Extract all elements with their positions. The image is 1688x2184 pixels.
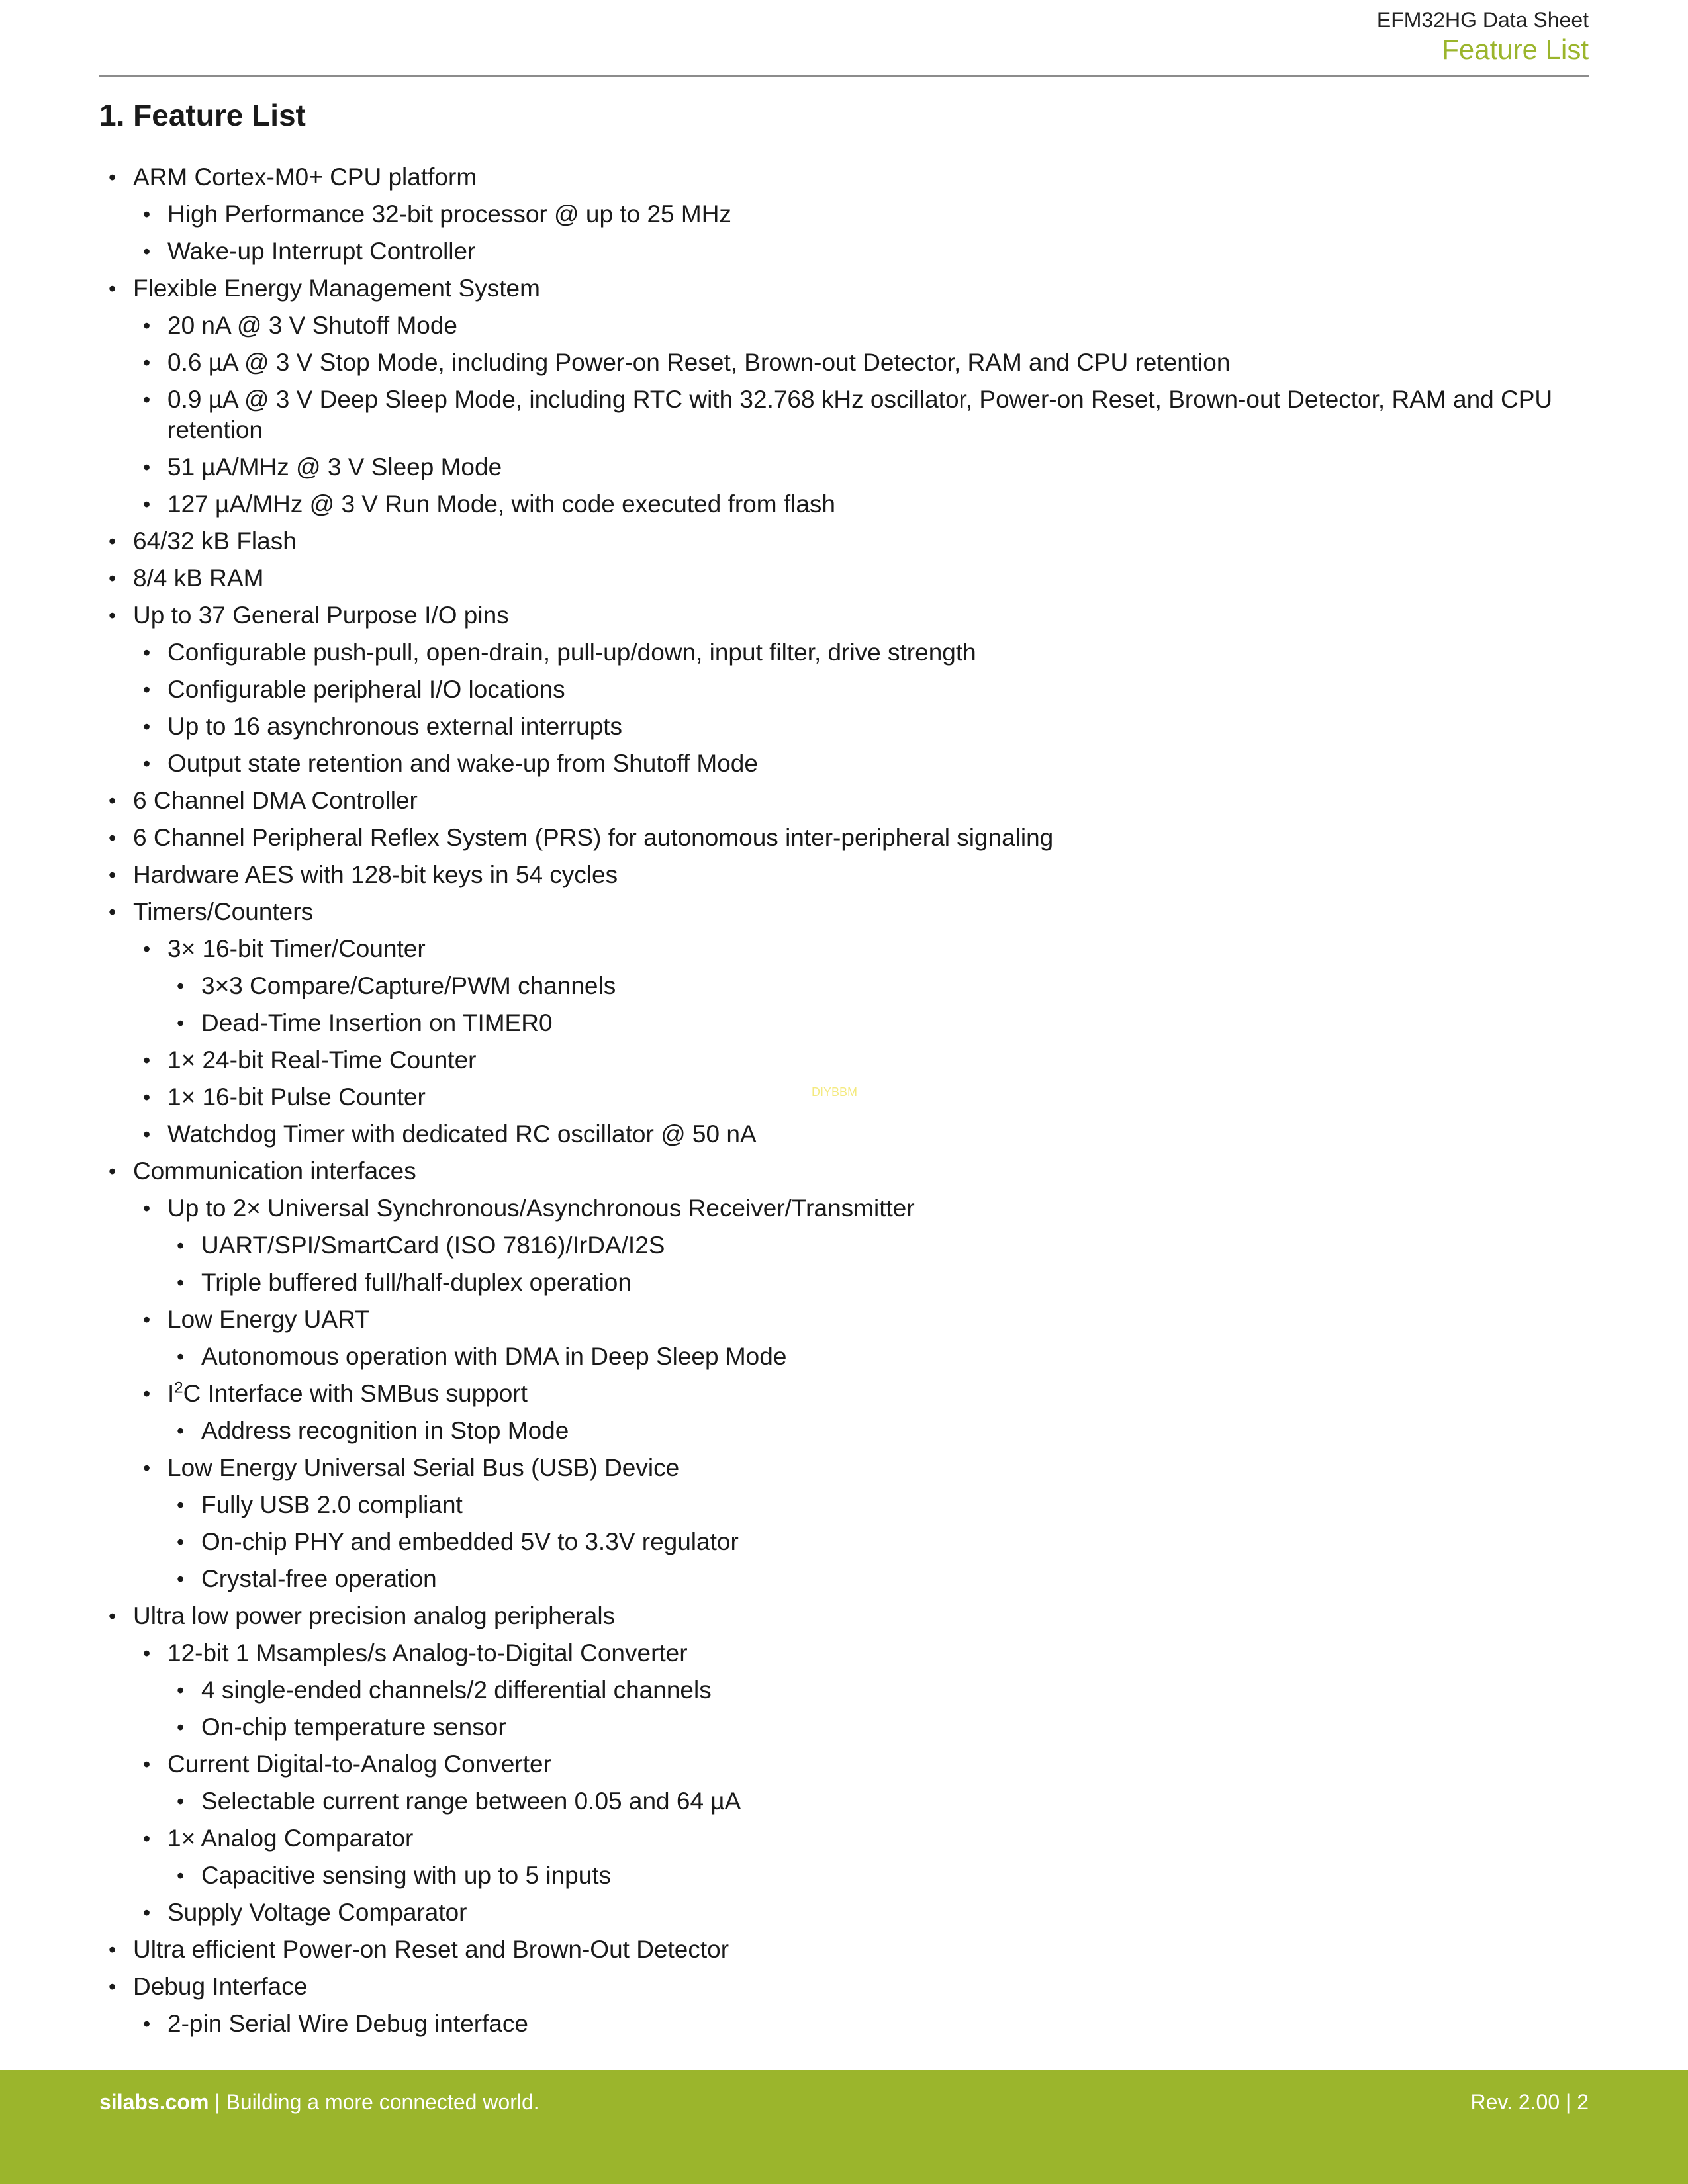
- feature-item-text: Up to 2× Universal Synchronous/Asynchronous Receiver/Transmitter: [167, 1195, 915, 1222]
- feature-item-text: High Performance 32-bit processor @ up to 25 MHz: [167, 201, 731, 228]
- feature-item-text: 8/4 kB RAM: [133, 565, 264, 592]
- feature-item-text: Capacitive sensing with up to 5 inputs: [201, 1862, 612, 1889]
- feature-item-text: Configurable peripheral I/O locations: [167, 676, 565, 703]
- feature-item-level-1: [99, 786, 1589, 816]
- feature-item-level-3: [99, 971, 1589, 1001]
- feature-item-level-2: [99, 236, 1589, 267]
- feature-item-text: Flexible Energy Management System: [133, 275, 540, 302]
- feature-item-level-3: [99, 1342, 1589, 1372]
- feature-item-level-1: [99, 897, 1589, 927]
- feature-item-level-2: [99, 310, 1589, 341]
- feature-item-level-1: [99, 823, 1589, 853]
- feature-item-text: 3× 16-bit Timer/Counter: [167, 935, 426, 962]
- feature-item-level-2: [99, 1119, 1589, 1150]
- footer-separator: |: [209, 2090, 226, 2114]
- feature-item-level-3: [99, 1564, 1589, 1594]
- feature-item-level-3: [99, 1527, 1589, 1557]
- feature-item-text: Address recognition in Stop Mode: [201, 1417, 569, 1444]
- feature-item-level-2: [99, 749, 1589, 779]
- feature-item-text: 3×3 Compare/Capture/PWM channels: [201, 972, 616, 999]
- feature-item-level-2: [99, 1379, 1589, 1409]
- feature-item-level-3: [99, 1786, 1589, 1817]
- feature-item-text: Autonomous operation with DMA in Deep Sleep Mode: [201, 1343, 787, 1370]
- feature-item-level-2: [99, 934, 1589, 964]
- footer-site-link[interactable]: silabs.com: [99, 2090, 209, 2114]
- feature-item-level-2: [99, 347, 1589, 378]
- feature-item-level-2: [99, 1453, 1589, 1483]
- footer-tagline: Building a more connected world.: [226, 2090, 539, 2114]
- feature-item-text: 1× 24-bit Real-Time Counter: [167, 1046, 477, 1073]
- feature-item-level-1: [99, 563, 1589, 594]
- feature-item-text: Communication interfaces: [133, 1158, 416, 1185]
- feature-item-text: Low Energy Universal Serial Bus (USB) Device: [167, 1454, 680, 1481]
- feature-item-level-2: [99, 199, 1589, 230]
- feature-item-text: 64/32 kB Flash: [133, 527, 297, 555]
- feature-item-text: 6 Channel DMA Controller: [133, 787, 418, 814]
- footer-left: [99, 2089, 539, 2115]
- feature-item-text: 0.6 µA @ 3 V Stop Mode, including Power-on Reset, Brown-out Detector, RAM and CPU retention: [167, 349, 1231, 376]
- feature-item-text: C Interface with SMBus support: [183, 1380, 528, 1407]
- feature-item-text: Ultra efficient Power-on Reset and Brown-Out Detector: [133, 1936, 729, 1963]
- feature-item-text: 2-pin Serial Wire Debug interface: [167, 2010, 528, 2037]
- feature-item-level-3: [99, 1230, 1589, 1261]
- feature-item-level-3: [99, 1675, 1589, 1706]
- feature-item-text: Configurable push-pull, open-drain, pull-up/down, input filter, drive strength: [167, 639, 976, 666]
- feature-item-text: Debug Interface: [133, 1973, 308, 2000]
- feature-item-text: Timers/Counters: [133, 898, 314, 925]
- feature-item-text: Output state retention and wake-up from Shutoff Mode: [167, 750, 758, 777]
- document-title: EFM32HG Data Sheet: [1376, 8, 1589, 32]
- feature-item-text: Ultra low power precision analog peripherals: [133, 1602, 616, 1629]
- feature-item-text: 6 Channel Peripheral Reflex System (PRS) for autonomous inter-peripheral signaling: [133, 824, 1054, 851]
- feature-list: [99, 162, 1589, 2046]
- feature-item-superscript: 2: [174, 1379, 183, 1397]
- feature-item-text: UART/SPI/SmartCard (ISO 7816)/IrDA/I2S: [201, 1232, 665, 1259]
- feature-item-text: 1× Analog Comparator: [167, 1825, 414, 1852]
- feature-item-text: 4 single-ended channels/2 differential channels: [201, 1676, 712, 1704]
- feature-item-text: ARM Cortex-M0+ CPU platform: [133, 163, 477, 191]
- feature-item-text: Up to 37 General Purpose I/O pins: [133, 602, 509, 629]
- feature-item-level-2: [99, 2009, 1589, 2039]
- feature-item-level-1: [99, 526, 1589, 557]
- feature-item-level-2: [99, 637, 1589, 668]
- feature-item-level-3: [99, 1267, 1589, 1298]
- feature-item-text: Triple buffered full/half-duplex operation: [201, 1269, 632, 1296]
- feature-item-text: Dead-Time Insertion on TIMER0: [201, 1009, 553, 1036]
- feature-item-text: 51 µA/MHz @ 3 V Sleep Mode: [167, 453, 502, 480]
- page-header: [99, 0, 1589, 77]
- feature-item-level-2: [99, 1304, 1589, 1335]
- feature-item-level-1: [99, 1934, 1589, 1965]
- feature-item-text: Low Energy UART: [167, 1306, 370, 1333]
- feature-item-text: Current Digital-to-Analog Converter: [167, 1751, 551, 1778]
- feature-item-text: Watchdog Timer with dedicated RC oscillator @ 50 nA: [167, 1120, 757, 1148]
- footer-revision: Rev. 2.00 | 2: [1470, 2090, 1589, 2114]
- feature-item-level-1: [99, 273, 1589, 304]
- feature-item-text: Fully USB 2.0 compliant: [201, 1491, 463, 1518]
- feature-item-level-2: [99, 711, 1589, 742]
- feature-item-level-1: [99, 600, 1589, 631]
- feature-item-text: 127 µA/MHz @ 3 V Run Mode, with code executed from flash: [167, 490, 836, 518]
- watermark: DIYBBM: [812, 1085, 858, 1099]
- feature-item-level-1: [99, 162, 1589, 193]
- feature-item-text: On-chip PHY and embedded 5V to 3.3V regulator: [201, 1528, 739, 1555]
- feature-item-level-3: [99, 1712, 1589, 1743]
- feature-item-level-2: [99, 1193, 1589, 1224]
- feature-item-level-3: [99, 1416, 1589, 1446]
- feature-item-level-3: [99, 1860, 1589, 1891]
- feature-item-level-2: [99, 674, 1589, 705]
- feature-item-text: Wake-up Interrupt Controller: [167, 238, 476, 265]
- feature-item-text: 12-bit 1 Msamples/s Analog-to-Digital Converter: [167, 1639, 688, 1666]
- feature-item-level-3: [99, 1490, 1589, 1520]
- feature-item-level-1: [99, 1601, 1589, 1631]
- feature-item-text: Up to 16 asynchronous external interrupts: [167, 713, 622, 740]
- feature-item-text: 20 nA @ 3 V Shutoff Mode: [167, 312, 458, 339]
- feature-item-level-2: [99, 489, 1589, 520]
- feature-item-text: Hardware AES with 128-bit keys in 54 cycles: [133, 861, 618, 888]
- feature-item-level-2: [99, 1823, 1589, 1854]
- feature-item-level-2: [99, 452, 1589, 482]
- section-name: Feature List: [1442, 34, 1589, 65]
- feature-item-prefix: I: [167, 1380, 175, 1407]
- feature-item-level-2: [99, 385, 1589, 445]
- feature-item-text: Supply Voltage Comparator: [167, 1899, 467, 1926]
- feature-item-level-1: [99, 860, 1589, 890]
- feature-item-level-2: [99, 1897, 1589, 1928]
- section-heading: 1. Feature List: [99, 98, 306, 132]
- page-footer: [0, 2070, 1688, 2184]
- feature-item-level-1: [99, 1156, 1589, 1187]
- feature-item-level-2: [99, 1749, 1589, 1780]
- feature-item-level-1: [99, 1972, 1589, 2002]
- feature-item-text: 1× 16-bit Pulse Counter: [167, 1083, 426, 1111]
- feature-item-level-2: [99, 1638, 1589, 1668]
- feature-item-level-2: [99, 1045, 1589, 1075]
- feature-item-text: 0.9 µA @ 3 V Deep Sleep Mode, including RTC with 32.768 kHz oscillator, Power-on Reset, Brown-out Detector, RAM and CPU retention: [167, 386, 1553, 443]
- feature-item-text: Crystal-free operation: [201, 1565, 437, 1592]
- feature-item-text: Selectable current range between 0.05 and 64 µA: [201, 1788, 741, 1815]
- feature-item-level-3: [99, 1008, 1589, 1038]
- feature-item-text: On-chip temperature sensor: [201, 1713, 506, 1741]
